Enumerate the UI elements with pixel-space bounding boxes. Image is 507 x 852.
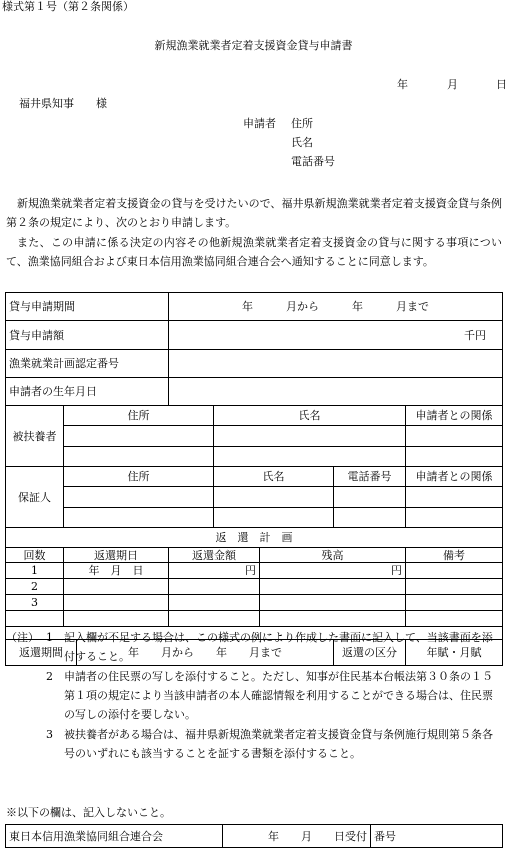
repayment-date-field[interactable]: 年 月 日 <box>64 563 169 579</box>
dependents-header-row <box>6 406 503 426</box>
repayment-balance-field[interactable]: 円 <box>260 563 406 579</box>
repayment-amount-field[interactable] <box>169 595 260 611</box>
office-use-note: ※以下の欄は、記入しないこと。 <box>6 806 171 819</box>
repayment-count: 3 <box>6 595 64 611</box>
repayment-amount-field[interactable]: 円 <box>169 563 260 579</box>
dependents-row <box>6 447 503 467</box>
guarantor-relation-field[interactable] <box>406 487 503 508</box>
phone-label: 電話番号 <box>291 155 335 168</box>
dependents-address-field[interactable] <box>64 426 214 447</box>
notes-section <box>6 628 502 763</box>
guarantor-name-field[interactable] <box>214 508 334 528</box>
name-label: 氏名 <box>291 136 313 149</box>
number-label: 番号 <box>371 825 503 848</box>
guarantor-address-header: 住所 <box>64 467 214 487</box>
document-title: 新規漁業就業者定着支援資金貸与申請書 <box>154 39 353 52</box>
guarantor-phone-field[interactable] <box>334 508 406 528</box>
dependents-row <box>6 426 503 447</box>
guarantor-row <box>6 508 503 528</box>
guarantor-name-header: 氏名 <box>214 467 334 487</box>
repayment-balance-field[interactable] <box>260 595 406 611</box>
dob-field[interactable] <box>169 378 503 406</box>
repayment-balance-header: 残高 <box>260 548 406 563</box>
dependents-name-field[interactable] <box>214 426 406 447</box>
guarantor-relation-header: 申請者との関係 <box>406 467 503 487</box>
amount-field[interactable]: 千円 <box>169 321 503 350</box>
note-text: 被扶養者がある場合は、福井県新規漁業就業者定着支援資金貸与条例施行規則第５条各号のいずれにも該当することを証する書類を添付すること。 <box>64 728 493 760</box>
guarantor-address-field[interactable] <box>64 487 214 508</box>
repayment-balance-field[interactable] <box>260 611 406 627</box>
repayment-amount-field[interactable] <box>169 579 260 595</box>
repayment-period-label: 返還期間 <box>6 640 77 666</box>
repayment-remarks-header: 備考 <box>406 548 503 563</box>
repayment-plan-title: 返 還 計 画 <box>6 528 503 548</box>
amount-row <box>6 321 503 350</box>
repayment-type-field[interactable]: 年賦・月賦 <box>406 640 503 666</box>
note-item <box>6 725 502 763</box>
plan-field[interactable] <box>169 350 503 378</box>
repayment-plan-title-row <box>6 528 503 548</box>
plan-row <box>6 350 503 378</box>
date-month: 月 <box>447 78 458 91</box>
amount-label: 貸与申請額 <box>6 321 169 350</box>
period-label: 貸与申請期間 <box>6 293 169 321</box>
office-use-table <box>5 824 503 848</box>
paragraph-consent: また、この申請に係る決定の内容その他新規漁業就業者定着支援資金の貸与に関する事項について、漁業協同組合および東日本信用漁業協同組合連合会へ通知することに同意します。 <box>6 236 502 268</box>
note-text: 申請者の住民票の写しを添付すること。ただし、知事が住民基本台帳法第３０条の１５第１項の規定により当該申請者の本人確認情報を利用することができる場合は、住民票の写しの添付を要しない。 <box>64 670 493 721</box>
note-number: 2 <box>46 670 53 683</box>
repayment-remarks-field[interactable] <box>406 579 503 595</box>
guarantor-relation-field[interactable] <box>406 508 503 528</box>
period-field[interactable]: 年 月から 年 月まで <box>169 293 503 321</box>
dependents-address-header: 住所 <box>64 406 214 426</box>
addressee: 福井県知事 様 <box>19 97 107 110</box>
guarantor-name-field[interactable] <box>214 487 334 508</box>
dependents-label: 被扶養者 <box>6 406 64 467</box>
dob-row <box>6 378 503 406</box>
paragraph-application: 新規漁業就業者定着支援資金の貸与を受けたいので、福井県新規漁業就業者定着支援資金貸与条例第２条の規定により、次のとおり申請します。 <box>6 197 502 229</box>
repayment-count <box>6 611 64 627</box>
guarantor-phone-header: 電話番号 <box>334 467 406 487</box>
guarantor-address-field[interactable] <box>64 508 214 528</box>
plan-label: 漁業就業計画認定番号 <box>6 350 169 378</box>
note-number: 1 <box>46 631 53 644</box>
dependents-relation-field[interactable] <box>406 426 503 447</box>
note-number: 3 <box>46 728 53 741</box>
repayment-remarks-field[interactable] <box>406 595 503 611</box>
guarantor-label: 保証人 <box>6 467 64 528</box>
repayment-date-header: 返還期日 <box>64 548 169 563</box>
repayment-row <box>6 595 503 611</box>
form-number: 様式第１号（第２条関係） <box>2 0 134 13</box>
repayment-count: 1 <box>6 563 64 579</box>
repayment-count-header: 回数 <box>6 548 64 563</box>
repayment-period-field[interactable]: 年 月から 年 月まで <box>77 640 334 666</box>
guarantor-row <box>6 487 503 508</box>
guarantor-phone-field[interactable] <box>334 487 406 508</box>
note-item <box>6 667 502 724</box>
repayment-type-label: 返還の区分 <box>334 640 406 666</box>
dependents-name-field[interactable] <box>214 447 406 467</box>
guarantor-header-row <box>6 467 503 487</box>
repayment-amount-header: 返還金額 <box>169 548 260 563</box>
dob-label: 申請者の生年月日 <box>6 378 169 406</box>
repayment-date-field[interactable] <box>64 611 169 627</box>
date-day: 日 <box>496 78 507 91</box>
repayment-balance-field[interactable] <box>260 579 406 595</box>
dependents-relation-field[interactable] <box>406 447 503 467</box>
note-text: 記入欄が不足する場合は、この様式の例により作成した書面に記入して、当該書面を添付すること。 <box>64 631 493 663</box>
date-year: 年 <box>397 78 408 91</box>
application-table <box>5 292 503 666</box>
notes-label: （注） <box>6 631 39 644</box>
period-row <box>6 293 503 321</box>
org-name: 東日本信用漁業協同組合連合会 <box>6 825 223 848</box>
repayment-row <box>6 611 503 627</box>
repayment-count: 2 <box>6 579 64 595</box>
note-item <box>6 628 502 666</box>
received-date: 年 月 日受付 <box>223 825 371 848</box>
repayment-row <box>6 579 503 595</box>
repayment-date-field[interactable] <box>64 595 169 611</box>
dependents-name-header: 氏名 <box>214 406 406 426</box>
repayment-amount-field[interactable] <box>169 611 260 627</box>
repayment-date-field[interactable] <box>64 579 169 595</box>
repayment-header-row <box>6 548 503 563</box>
dependents-address-field[interactable] <box>64 447 214 467</box>
dependents-relation-header: 申請者との関係 <box>406 406 503 426</box>
address-label: 住所 <box>291 117 313 130</box>
repayment-row <box>6 563 503 579</box>
repayment-remarks-field[interactable] <box>406 563 503 579</box>
applicant-label: 申請者 <box>243 117 276 130</box>
repayment-remarks-field[interactable] <box>406 611 503 627</box>
